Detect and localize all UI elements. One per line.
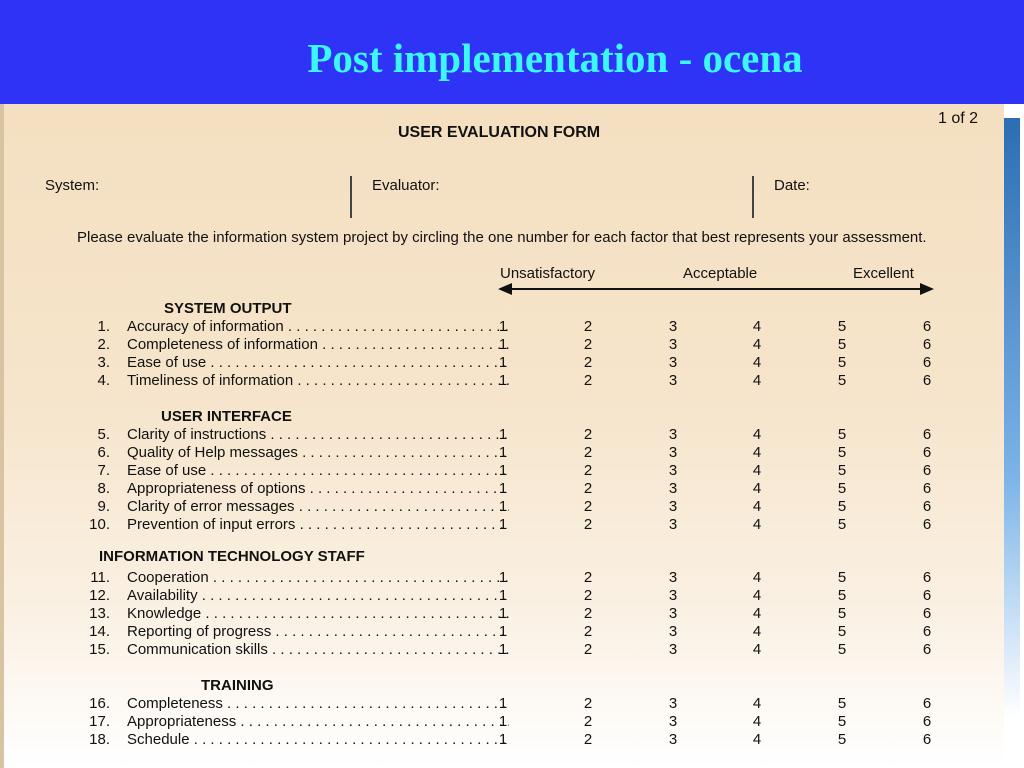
rating-option-4: 4 (752, 371, 762, 389)
section-heading: TRAINING (201, 677, 274, 694)
item-number: 9. (97, 497, 110, 515)
slide-title-bar (0, 0, 1024, 104)
rating-option-2: 2 (583, 515, 593, 533)
rating-option-1: 1 (498, 479, 508, 497)
rating-option-6: 6 (922, 622, 932, 640)
rating-option-4: 4 (752, 461, 762, 479)
rating-option-5: 5 (837, 569, 847, 586)
item-label: Schedule . . . (127, 731, 509, 749)
rating-option-3: 3 (668, 318, 678, 335)
rating-option-5: 5 (837, 730, 847, 748)
rating-option-3: 3 (668, 371, 678, 389)
item-label: Appropriateness . . . (127, 713, 509, 731)
rating-option-5: 5 (837, 479, 847, 497)
section-heading: SYSTEM OUTPUT (164, 300, 292, 317)
scale-high-label: Excellent (853, 265, 914, 282)
rating-option-5: 5 (837, 318, 847, 335)
rating-option-5: 5 (837, 461, 847, 479)
slide-title: Post implementation - ocena (307, 35, 803, 81)
rating-option-3: 3 (668, 497, 678, 515)
evaluation-row (0, 605, 1004, 623)
rating-option-2: 2 (583, 426, 593, 443)
item-number: 6. (97, 443, 110, 461)
evaluation-row (0, 336, 1004, 354)
item-number: 1. (97, 318, 110, 335)
rating-option-4: 4 (752, 604, 762, 622)
rating-option-1: 1 (498, 515, 508, 533)
side-decoration-strip (1004, 118, 1020, 718)
rating-option-3: 3 (668, 461, 678, 479)
evaluation-row (0, 318, 1004, 336)
item-label: Completeness . . . (127, 695, 509, 713)
rating-option-1: 1 (498, 712, 508, 730)
rating-option-1: 1 (498, 695, 508, 712)
item-number: 16. (89, 695, 110, 712)
rating-option-1: 1 (498, 426, 508, 443)
item-number: 12. (89, 586, 110, 604)
rating-option-4: 4 (752, 569, 762, 586)
rating-option-4: 4 (752, 730, 762, 748)
item-number: 17. (89, 712, 110, 730)
rating-option-2: 2 (583, 461, 593, 479)
instructions-text: Please evaluate the information system project by circling the one number for each factor that best represents your assessment. (77, 229, 927, 246)
rating-option-5: 5 (837, 586, 847, 604)
evaluation-row (0, 426, 1004, 444)
item-label: Quality of Help messages . . . (127, 444, 509, 462)
rating-option-4: 4 (752, 497, 762, 515)
rating-option-5: 5 (837, 426, 847, 443)
rating-option-3: 3 (668, 586, 678, 604)
rating-option-3: 3 (668, 335, 678, 353)
rating-option-4: 4 (752, 335, 762, 353)
item-number: 10. (89, 515, 110, 533)
item-label: Clarity of instructions . . . (127, 426, 509, 444)
rating-option-1: 1 (498, 640, 508, 658)
item-label: Ease of use . . . (127, 462, 509, 480)
item-label: Communication skills . . . (127, 641, 509, 659)
item-label: Clarity of error messages . . . (127, 498, 509, 516)
rating-option-4: 4 (752, 318, 762, 335)
rating-option-5: 5 (837, 640, 847, 658)
section-heading: USER INTERFACE (161, 408, 292, 425)
rating-option-3: 3 (668, 695, 678, 712)
evaluation-row (0, 354, 1004, 372)
rating-option-5: 5 (837, 515, 847, 533)
rating-option-2: 2 (583, 479, 593, 497)
item-number: 2. (97, 335, 110, 353)
evaluation-row (0, 695, 1004, 713)
rating-option-5: 5 (837, 712, 847, 730)
item-label: Completeness of information . . . (127, 336, 509, 354)
rating-option-3: 3 (668, 604, 678, 622)
rating-option-6: 6 (922, 712, 932, 730)
rating-option-3: 3 (668, 569, 678, 586)
item-label: Timeliness of information . . . (127, 372, 509, 390)
evaluation-row (0, 444, 1004, 462)
rating-option-6: 6 (922, 318, 932, 335)
rating-option-6: 6 (922, 479, 932, 497)
rating-option-3: 3 (668, 730, 678, 748)
rating-option-1: 1 (498, 353, 508, 371)
rating-option-1: 1 (498, 569, 508, 586)
rating-option-5: 5 (837, 443, 847, 461)
item-label: Appropriateness of options . . . (127, 480, 509, 498)
rating-option-5: 5 (837, 622, 847, 640)
rating-option-4: 4 (752, 586, 762, 604)
rating-option-5: 5 (837, 497, 847, 515)
rating-option-6: 6 (922, 426, 932, 443)
field-divider (350, 176, 352, 218)
rating-option-4: 4 (752, 426, 762, 443)
rating-option-1: 1 (498, 604, 508, 622)
rating-option-6: 6 (922, 353, 932, 371)
evaluation-row (0, 372, 1004, 390)
rating-option-2: 2 (583, 353, 593, 371)
evaluation-row (0, 516, 1004, 534)
item-number: 11. (90, 569, 110, 586)
rating-option-6: 6 (922, 461, 932, 479)
evaluation-row (0, 498, 1004, 516)
item-number: 15. (89, 640, 110, 658)
rating-option-2: 2 (583, 604, 593, 622)
rating-option-6: 6 (922, 515, 932, 533)
rating-option-5: 5 (837, 335, 847, 353)
rating-option-6: 6 (922, 586, 932, 604)
rating-option-3: 3 (668, 443, 678, 461)
rating-option-4: 4 (752, 640, 762, 658)
rating-option-2: 2 (583, 443, 593, 461)
item-number: 4. (97, 371, 110, 389)
rating-option-2: 2 (583, 586, 593, 604)
rating-option-4: 4 (752, 695, 762, 712)
evaluation-row (0, 641, 1004, 659)
rating-option-4: 4 (752, 443, 762, 461)
item-label: Knowledge . . . (127, 605, 509, 623)
evaluation-row (0, 480, 1004, 498)
rating-option-2: 2 (583, 371, 593, 389)
rating-option-1: 1 (498, 443, 508, 461)
item-label: Prevention of input errors . . . (127, 516, 509, 534)
item-number: 14. (89, 622, 110, 640)
item-label: Reporting of progress . . . (127, 623, 509, 641)
rating-option-2: 2 (583, 569, 593, 586)
date-field-label: Date: (774, 177, 810, 194)
rating-option-6: 6 (922, 335, 932, 353)
field-divider (752, 176, 754, 218)
rating-option-6: 6 (922, 730, 932, 748)
rating-option-6: 6 (922, 604, 932, 622)
rating-option-3: 3 (668, 426, 678, 443)
rating-option-6: 6 (922, 569, 932, 586)
rating-option-3: 3 (668, 353, 678, 371)
rating-option-1: 1 (498, 335, 508, 353)
rating-option-1: 1 (498, 371, 508, 389)
evaluator-field-label: Evaluator: (372, 177, 440, 194)
rating-option-2: 2 (583, 497, 593, 515)
item-number: 5. (97, 426, 110, 443)
rating-option-1: 1 (498, 461, 508, 479)
rating-option-1: 1 (498, 622, 508, 640)
rating-option-6: 6 (922, 695, 932, 712)
evaluation-row (0, 731, 1004, 749)
form-title: USER EVALUATION FORM (398, 124, 601, 141)
system-field-label: System: (45, 177, 100, 194)
item-label: Availability . . . (127, 587, 509, 605)
item-number: 8. (97, 479, 110, 497)
rating-option-5: 5 (837, 353, 847, 371)
rating-option-3: 3 (668, 515, 678, 533)
rating-option-2: 2 (583, 622, 593, 640)
rating-option-4: 4 (752, 622, 762, 640)
rating-option-6: 6 (922, 497, 932, 515)
rating-option-4: 4 (752, 353, 762, 371)
rating-option-3: 3 (668, 712, 678, 730)
rating-option-4: 4 (752, 515, 762, 533)
evaluation-row (0, 569, 1004, 587)
item-label: Accuracy of information . . . (127, 318, 509, 336)
rating-option-2: 2 (583, 640, 593, 658)
rating-option-5: 5 (837, 371, 847, 389)
rating-option-2: 2 (583, 695, 593, 712)
item-label: Ease of use . . . (127, 354, 509, 372)
double-arrow-icon (498, 282, 934, 296)
rating-option-1: 1 (498, 730, 508, 748)
rating-option-6: 6 (922, 371, 932, 389)
rating-option-2: 2 (583, 335, 593, 353)
rating-option-2: 2 (583, 712, 593, 730)
evaluation-row (0, 587, 1004, 605)
scale-mid-label: Acceptable (683, 265, 758, 282)
rating-option-3: 3 (668, 479, 678, 497)
evaluation-row (0, 462, 1004, 480)
rating-option-2: 2 (583, 730, 593, 748)
rating-option-4: 4 (752, 712, 762, 730)
rating-option-1: 1 (498, 497, 508, 515)
rating-option-1: 1 (498, 318, 508, 335)
rating-option-2: 2 (583, 318, 593, 335)
section-heading: INFORMATION TECHNOLOGY STAFF (99, 548, 365, 565)
item-number: 7. (97, 461, 110, 479)
rating-option-5: 5 (837, 604, 847, 622)
rating-option-3: 3 (668, 640, 678, 658)
rating-option-3: 3 (668, 622, 678, 640)
rating-option-1: 1 (498, 586, 508, 604)
item-number: 13. (89, 604, 110, 622)
item-number: 18. (89, 730, 110, 748)
evaluation-row (0, 623, 1004, 641)
rating-option-6: 6 (922, 640, 932, 658)
item-number: 3. (97, 353, 110, 371)
evaluation-row (0, 713, 1004, 731)
scale-low-label: Unsatisfactory (500, 265, 596, 282)
rating-option-4: 4 (752, 479, 762, 497)
page-indicator: 1 of 2 (938, 110, 979, 127)
rating-option-6: 6 (922, 443, 932, 461)
rating-option-5: 5 (837, 695, 847, 712)
item-label: Cooperation . . . (127, 569, 509, 587)
